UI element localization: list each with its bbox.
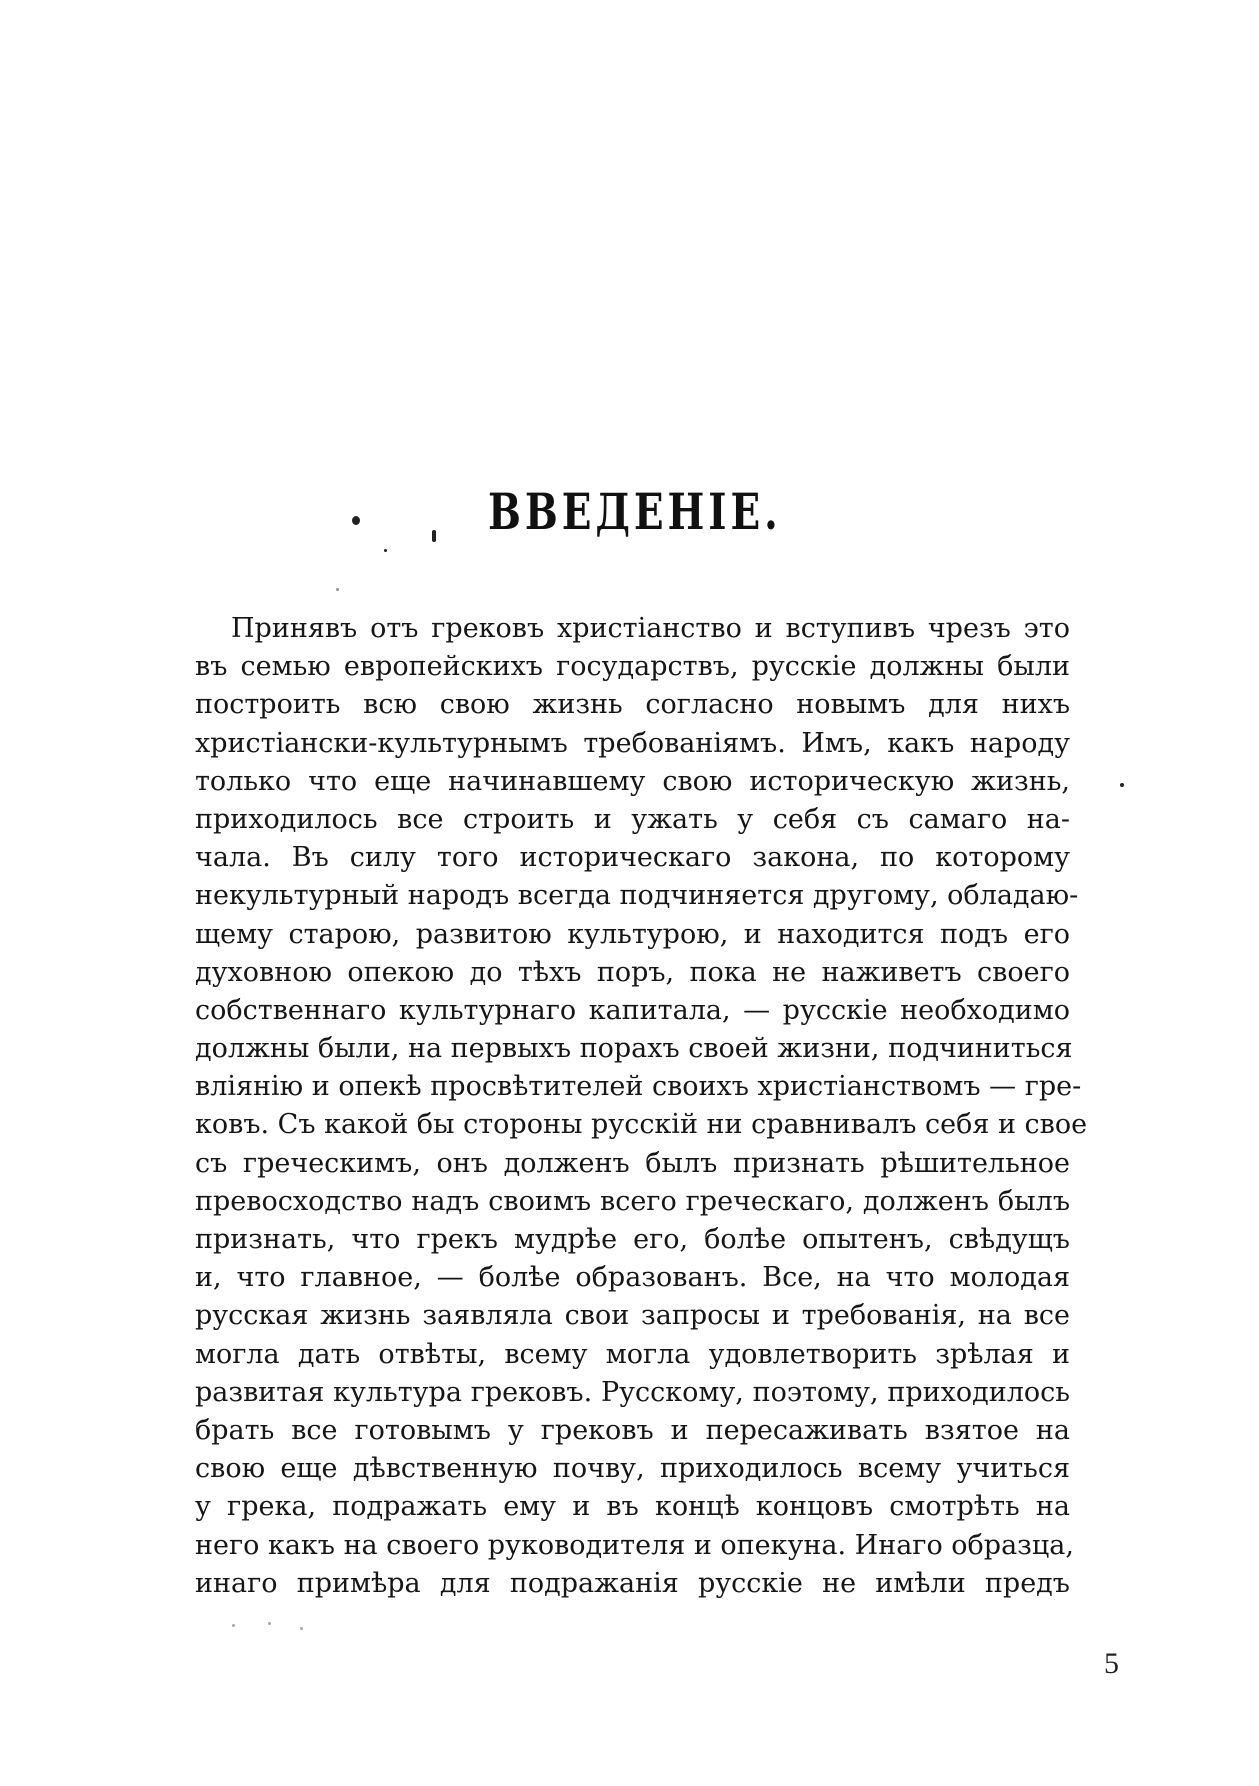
text-line: инаго примѣра для подражанія русскіе не имѣли предъ bbox=[195, 1567, 1070, 1599]
text-line: русская жизнь заявляла свои запросы и требованія, на все bbox=[195, 1300, 1070, 1332]
text-line: развитая культура грековъ. Русскому, поэтому, приходилось bbox=[195, 1376, 1070, 1408]
text-line: собственнаго культурнаго капитала, — русскіе необходимо bbox=[195, 994, 1070, 1026]
text-line: только что еще начинавшему свою историческую жизнь, bbox=[195, 765, 1070, 797]
ink-speck bbox=[300, 1627, 303, 1630]
text-line: могла дать отвѣты, всему могла удовлетворить зрѣлая и bbox=[195, 1338, 1070, 1370]
ink-speck bbox=[432, 530, 436, 542]
text-line: и, что главное, — болѣе образованъ. Все, на что молодая bbox=[195, 1262, 1070, 1294]
ink-speck bbox=[1120, 783, 1124, 787]
text-line: у грека, подражать ему и въ концѣ концовъ смотрѣть на bbox=[195, 1491, 1070, 1523]
ink-speck bbox=[336, 588, 339, 591]
text-line: свою еще дѣвственную почву, приходилось всему учиться bbox=[195, 1453, 1070, 1485]
ink-speck bbox=[384, 549, 387, 552]
text-line: брать все готовымъ у грековъ и пересаживать взятое на bbox=[195, 1414, 1070, 1446]
text-line: должны были, на первыхъ порахъ своей жизни, подчиниться bbox=[195, 1033, 1073, 1065]
text-line: щему старою, развитою культурою, и находится подъ его bbox=[195, 918, 1070, 950]
text-line: приходилось все строить и ужать у себя съ самаго на- bbox=[195, 803, 1070, 835]
text-line: признать, что грекъ мудрѣе его, болѣе опытенъ, свѣдущъ bbox=[195, 1224, 1070, 1255]
text-line: христіански-культурнымъ требованіямъ. Имъ, какъ народу bbox=[195, 727, 1070, 759]
text-line: Принявъ отъ грековъ христіанство и вступивъ чрезъ это bbox=[231, 613, 1070, 644]
text-line: чала. Въ силу того историческаго закона, по которому bbox=[195, 842, 1070, 874]
ink-speck bbox=[352, 516, 360, 525]
text-line: вліянію и опекѣ просвѣтителей своихъ христіанствомъ — гре- bbox=[195, 1071, 1082, 1103]
body-text bbox=[195, 610, 1088, 1603]
chapter-heading: ВВЕДЕНІЕ. bbox=[488, 482, 782, 541]
ink-speck bbox=[268, 1622, 271, 1625]
text-line: построить всю свою жизнь согласно новымъ для нихъ bbox=[195, 689, 1070, 721]
text-line: некультурный народъ всегда подчиняется другому, обладаю- bbox=[195, 880, 1079, 912]
text-line: въ семью европейскихъ государствъ, русскіе должны были bbox=[195, 651, 1070, 683]
text-line: съ греческимъ, онъ долженъ былъ признать рѣшительное bbox=[195, 1147, 1070, 1179]
text-line: ковъ. Съ какой бы стороны русскій ни сравнивалъ себя и свое bbox=[195, 1109, 1088, 1141]
ink-speck bbox=[232, 1624, 235, 1627]
text-line: него какъ на своего руководителя и опекуна. Инаго образца, bbox=[195, 1529, 1074, 1561]
text-line: духовною опекою до тѣхъ поръ, пока не наживетъ своего bbox=[195, 956, 1070, 988]
text-line: превосходство надъ своимъ всего греческаго, долженъ былъ bbox=[195, 1185, 1070, 1217]
page-number: 5 bbox=[1104, 1647, 1119, 1680]
